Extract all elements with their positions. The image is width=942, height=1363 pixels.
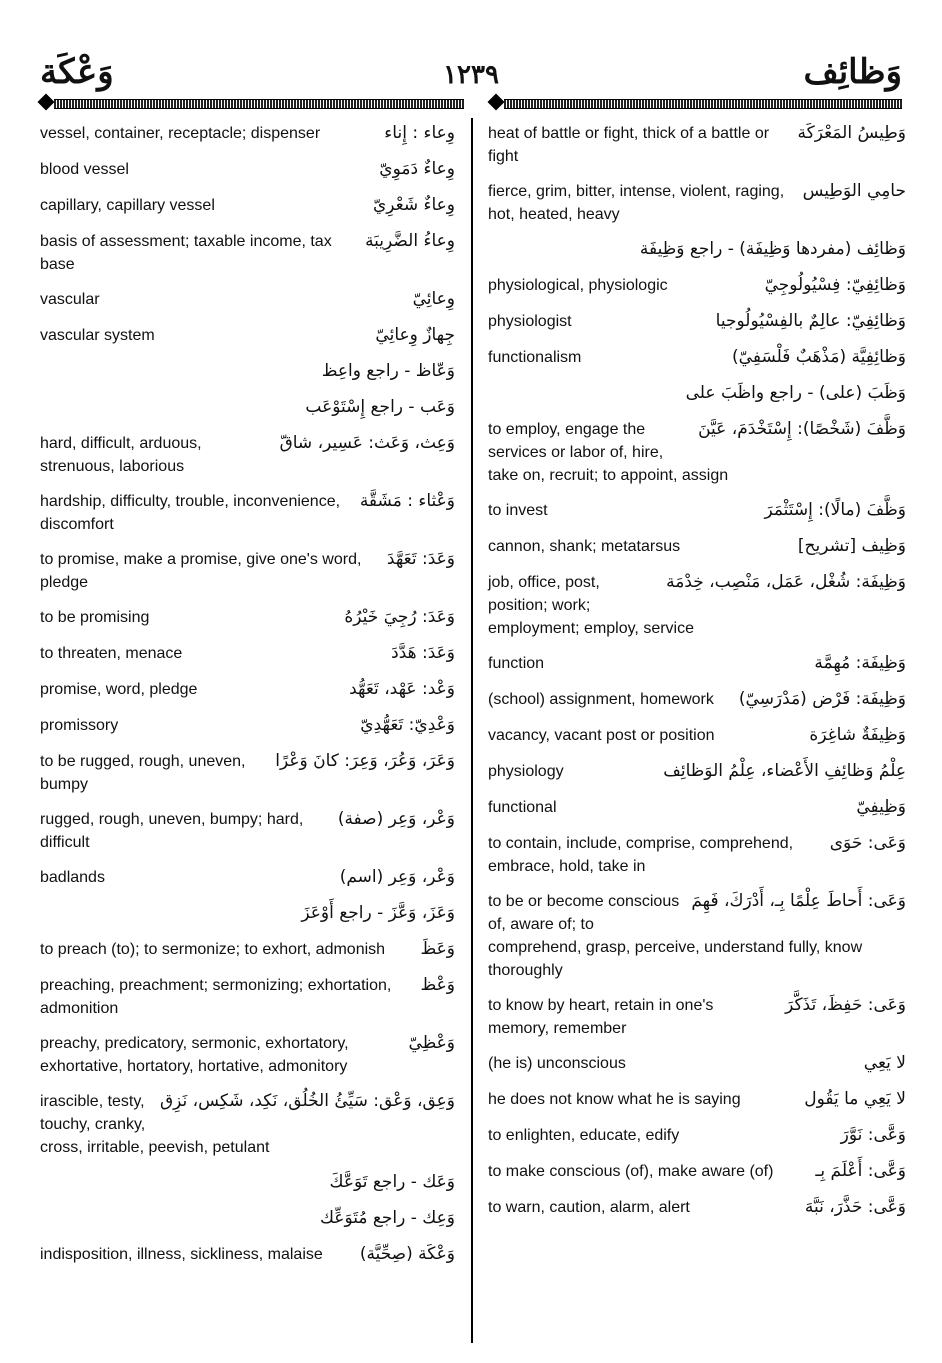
- arabic-headword: وَظائِفِيَّة (مَذْهَبٌ فَلْسَفِيّ): [732, 347, 906, 367]
- arabic-headword: وَعَّى: أَعْلَمَ بِـ: [815, 1161, 906, 1181]
- dictionary-entry: [488, 1158, 906, 1184]
- arabic-headword: وَعْكَة (صِحِّيَّة): [359, 1244, 455, 1264]
- dictionary-entry: [40, 712, 455, 738]
- dictionary-entry: [40, 228, 455, 276]
- arabic-headword: وَعَظَ: [420, 939, 455, 959]
- arabic-headword: وِعائِيّ: [412, 289, 455, 309]
- english-definition: physiology: [488, 763, 564, 780]
- english-definition: to employ, engage the services or labor of, hire, take on, recruit; to appoint, assign: [488, 421, 729, 484]
- english-definition: vessel, container, receptacle; dispenser: [40, 125, 321, 142]
- dictionary-entry: [40, 806, 455, 854]
- arabic-headword: عِلْمُ وَظائِفِ الأَعْضاء، عِلْمُ الوَظائِف: [663, 761, 906, 781]
- arabic-headword: لا يَعِي ما يَقُول: [804, 1089, 906, 1109]
- english-definition: (school) assignment, homework: [488, 691, 714, 708]
- arabic-headword: وَعْر، وَعِر (اسم): [339, 867, 455, 887]
- dictionary-entry: [488, 344, 906, 370]
- arabic-headword: وَعَدَ: رُجِيَ خَيْرُهُ: [344, 607, 455, 627]
- dictionary-entry: [488, 569, 906, 640]
- english-definition: to enlighten, educate, edify: [488, 1127, 680, 1144]
- dictionary-entry: [40, 394, 455, 420]
- arabic-headword: وَعْثاء : مَشَقَّة: [359, 491, 455, 511]
- dictionary-entry: [488, 533, 906, 559]
- dictionary-entry: [488, 120, 906, 168]
- header-rule-right: [490, 93, 902, 113]
- arabic-headword: وَعَرَ، وَعُرَ، وَعِرَ: كانَ وَعْرًا: [275, 751, 455, 771]
- dictionary-entry: [488, 1194, 906, 1220]
- arabic-headword: وَعَى: حَوَى: [829, 833, 906, 853]
- arabic-headword: وَعَب - راجع إِسْتَوْعَب: [305, 397, 455, 417]
- arabic-headword: حامِي الوَطِيس: [802, 181, 906, 201]
- arabic-headword: وَظِيف [تشريح]: [797, 536, 906, 556]
- arabic-headword: وَظِيفَة: فَرْض (مَدْرَسِيّ): [738, 689, 906, 709]
- english-definition: hardship, difficulty, trouble, inconvenience, discomfort: [40, 493, 341, 533]
- arabic-headword: جِهازٌ وِعائِيّ: [375, 325, 455, 345]
- arabic-headword: وَعَدَ: تَعَهَّدَ: [386, 549, 455, 569]
- arabic-headword: وَعَزَ، وَعَّزَ - راجع أَوْعَزَ: [301, 903, 455, 923]
- english-definition: vascular system: [40, 327, 155, 344]
- arabic-headword: وَعِك - راجع مُتَوَعِّك: [319, 1208, 455, 1228]
- english-definition: hard, difficult, arduous, strenuous, laborious: [40, 435, 202, 475]
- dictionary-entry: [488, 888, 906, 982]
- guide-word-left: وَعْكَة: [40, 52, 114, 92]
- english-definition: vascular: [40, 291, 100, 308]
- dictionary-entry: [40, 900, 455, 926]
- dictionary-entry: [488, 722, 906, 748]
- arabic-headword: وَعَى: أَحاطَ عِلْمًا بِـ، أَدْرَكَ، فَهِمَ: [691, 891, 906, 911]
- arabic-headword: وَعَدَ: هَدَّدَ: [391, 643, 455, 663]
- dictionary-entry: [488, 380, 906, 406]
- arabic-headword: وَظائِف (مفردها وَظِيفَة) - راجع وَظِيفَة: [639, 239, 906, 259]
- english-definition: job, office, post, position; work; employment; employ, service: [488, 574, 694, 637]
- dictionary-entry: [40, 1088, 455, 1159]
- english-definition: (he is) unconscious: [488, 1055, 626, 1072]
- dictionary-entry: [488, 497, 906, 523]
- arabic-headword: وَعِث، وَعَث: عَسِير، شاقّ: [279, 433, 455, 453]
- dictionary-entry: [488, 236, 906, 262]
- dictionary-entry: [40, 1205, 455, 1231]
- english-definition: badlands: [40, 869, 105, 886]
- arabic-headword: وَعْظِيّ: [408, 1033, 455, 1053]
- dictionary-entry: [40, 546, 455, 594]
- dictionary-entry: [40, 1241, 455, 1267]
- english-definition: functional: [488, 799, 557, 816]
- dictionary-entry: [40, 676, 455, 702]
- english-definition: to promise, make a promise, give one's word, pledge: [40, 551, 362, 591]
- dictionary-entry: [488, 272, 906, 298]
- dictionary-entry: [488, 758, 906, 784]
- arabic-headword: وَعْر، وَعِر (صفة): [337, 809, 455, 829]
- dictionary-entry: [40, 156, 455, 182]
- arabic-headword: وِعاءٌ شَعْرِيّ: [372, 195, 455, 215]
- header-rule-left: [40, 93, 464, 113]
- english-definition: physiologist: [488, 313, 572, 330]
- dictionary-entry: [40, 748, 455, 796]
- dictionary-entry: [40, 1030, 455, 1078]
- arabic-headword: وَعَى: حَفِظَ، تَذَكَّرَ: [785, 995, 906, 1015]
- arabic-headword: وَعَك - راجع تَوَعَّكَ: [329, 1172, 455, 1192]
- english-definition: irascible, testy, touchy, cranky, cross, irritable, peevish, petulant: [40, 1093, 270, 1156]
- arabic-headword: وَعّاظ - راجع واعِظ: [321, 361, 455, 381]
- english-definition: promissory: [40, 717, 119, 734]
- arabic-headword: وَظِيفَة: شُغْل، عَمَل، مَنْصِب، خِدْمَة: [666, 572, 906, 592]
- dictionary-entry: [488, 686, 906, 712]
- arabic-headword: وَظِيفَةٌ شاغِرَة: [809, 725, 906, 745]
- english-definition: to preach (to); to sermonize; to exhort, admonish: [40, 941, 386, 958]
- arabic-headword: وَظائِفِيّ: فِسْيُولُوجِيّ: [764, 275, 906, 295]
- english-definition: fierce, grim, bitter, intense, violent, raging, hot, heated, heavy: [488, 183, 785, 223]
- dictionary-entry: [488, 1050, 906, 1076]
- dictionary-entry: [40, 972, 455, 1020]
- arabic-headword: وَعْدِيّ: تَعَهُّدِيّ: [360, 715, 455, 735]
- arabic-headword: لا يَعِي: [863, 1053, 906, 1073]
- dictionary-entry: [40, 322, 455, 348]
- dictionary-entry: [40, 358, 455, 384]
- english-definition: physiological, physiologic: [488, 277, 668, 294]
- dictionary-entry: [40, 604, 455, 630]
- arabic-headword: وَعْد: عَهْد، تَعَهُّد: [349, 679, 455, 699]
- english-definition: to invest: [488, 502, 548, 519]
- english-definition: blood vessel: [40, 161, 129, 178]
- english-definition: he does not know what he is saying: [488, 1091, 741, 1108]
- english-definition: capillary, capillary vessel: [40, 197, 215, 214]
- english-definition: to be or become conscious of, aware of; to comprehend, grasp, perceive, understand fully, know thoroughly: [488, 893, 863, 979]
- dictionary-entry: [488, 416, 906, 487]
- english-definition: preaching, preachment; sermonizing; exhortation, admonition: [40, 977, 392, 1017]
- arabic-headword: وَظِيفَة: مُهِمَّة: [814, 653, 906, 673]
- arabic-headword: وَظَبَ (على) - راجع واظَبَ على: [685, 383, 906, 403]
- arabic-headword: وِعاءُ الضَّرِيبَة: [365, 231, 455, 251]
- dictionary-entry: [40, 1169, 455, 1195]
- dictionary-entry: [40, 640, 455, 666]
- dictionary-entry: [488, 1086, 906, 1112]
- arabic-headword: وَظائِفِيّ: عالِمٌ بالفِسْيُولُوجيا: [715, 311, 906, 331]
- column-divider: [471, 118, 473, 1343]
- dictionary-entry: [40, 120, 455, 146]
- dictionary-entry: [488, 650, 906, 676]
- english-definition: rugged, rough, uneven, bumpy; hard, difficult: [40, 811, 304, 851]
- dictionary-entry: [40, 936, 455, 962]
- arabic-headword: وَظَّفَ (شَخْصًا): إِسْتَخْدَمَ، عَيَّنَ: [698, 419, 906, 439]
- dictionary-entry: [488, 308, 906, 334]
- dictionary-entry: [488, 830, 906, 878]
- arabic-headword: وَظِيفِيّ: [856, 797, 906, 817]
- dictionary-entry: [40, 488, 455, 536]
- english-definition: preachy, predicatory, sermonic, exhortatory, exhortative, hortatory, hortative, admonitory: [40, 1035, 349, 1075]
- arabic-headword: وَعَّى: نَوَّرَ: [840, 1125, 906, 1145]
- dictionary-entry: [488, 794, 906, 820]
- arabic-headword: وَظَّفَ (مالًا): إِسْتَثْمَرَ: [764, 500, 906, 520]
- english-definition: to know by heart, retain in one's memory, remember: [488, 997, 714, 1037]
- english-definition: function: [488, 655, 545, 672]
- english-definition: to threaten, menace: [40, 645, 183, 662]
- dictionary-entry: [40, 864, 455, 890]
- english-definition: to make conscious (of), make aware (of): [488, 1163, 774, 1180]
- english-definition: functionalism: [488, 349, 582, 366]
- page-number: ١٢٣٩: [443, 60, 499, 90]
- right-column: [488, 120, 906, 1230]
- english-definition: to be rugged, rough, uneven, bumpy: [40, 753, 246, 793]
- english-definition: vacancy, vacant post or position: [488, 727, 715, 744]
- arabic-headword: وِعاء : إِناء: [384, 123, 455, 143]
- arabic-headword: وَعِق، وَعْق: سَيِّئُ الخُلُق، نَكِد، شَكِس، نَزِق: [159, 1091, 455, 1111]
- english-definition: heat of battle or fight, thick of a battle or fight: [488, 125, 770, 165]
- dictionary-entry: [488, 178, 906, 226]
- guide-word-right: وَظائِف: [803, 52, 902, 92]
- dictionary-entry: [40, 192, 455, 218]
- english-definition: to contain, include, comprise, comprehend, embrace, hold, take in: [488, 835, 794, 875]
- english-definition: basis of assessment; taxable income, tax base: [40, 233, 332, 273]
- english-definition: to warn, caution, alarm, alert: [488, 1199, 690, 1216]
- arabic-headword: وِعاءٌ دَمَوِيّ: [379, 159, 455, 179]
- english-definition: promise, word, pledge: [40, 681, 198, 698]
- dictionary-entry: [488, 992, 906, 1040]
- english-definition: cannon, shank; metatarsus: [488, 538, 681, 555]
- english-definition: to be promising: [40, 609, 150, 626]
- arabic-headword: وَعْظ: [420, 975, 455, 995]
- dictionary-entry: [40, 286, 455, 312]
- arabic-headword: وَعَّى: حَذَّرَ، نَبَّهَ: [804, 1197, 906, 1217]
- left-column: [40, 120, 455, 1277]
- arabic-headword: وَطِيسُ المَعْرَكَة: [797, 123, 906, 143]
- english-definition: indisposition, illness, sickliness, malaise: [40, 1246, 323, 1263]
- dictionary-entry: [488, 1122, 906, 1148]
- dictionary-entry: [40, 430, 455, 478]
